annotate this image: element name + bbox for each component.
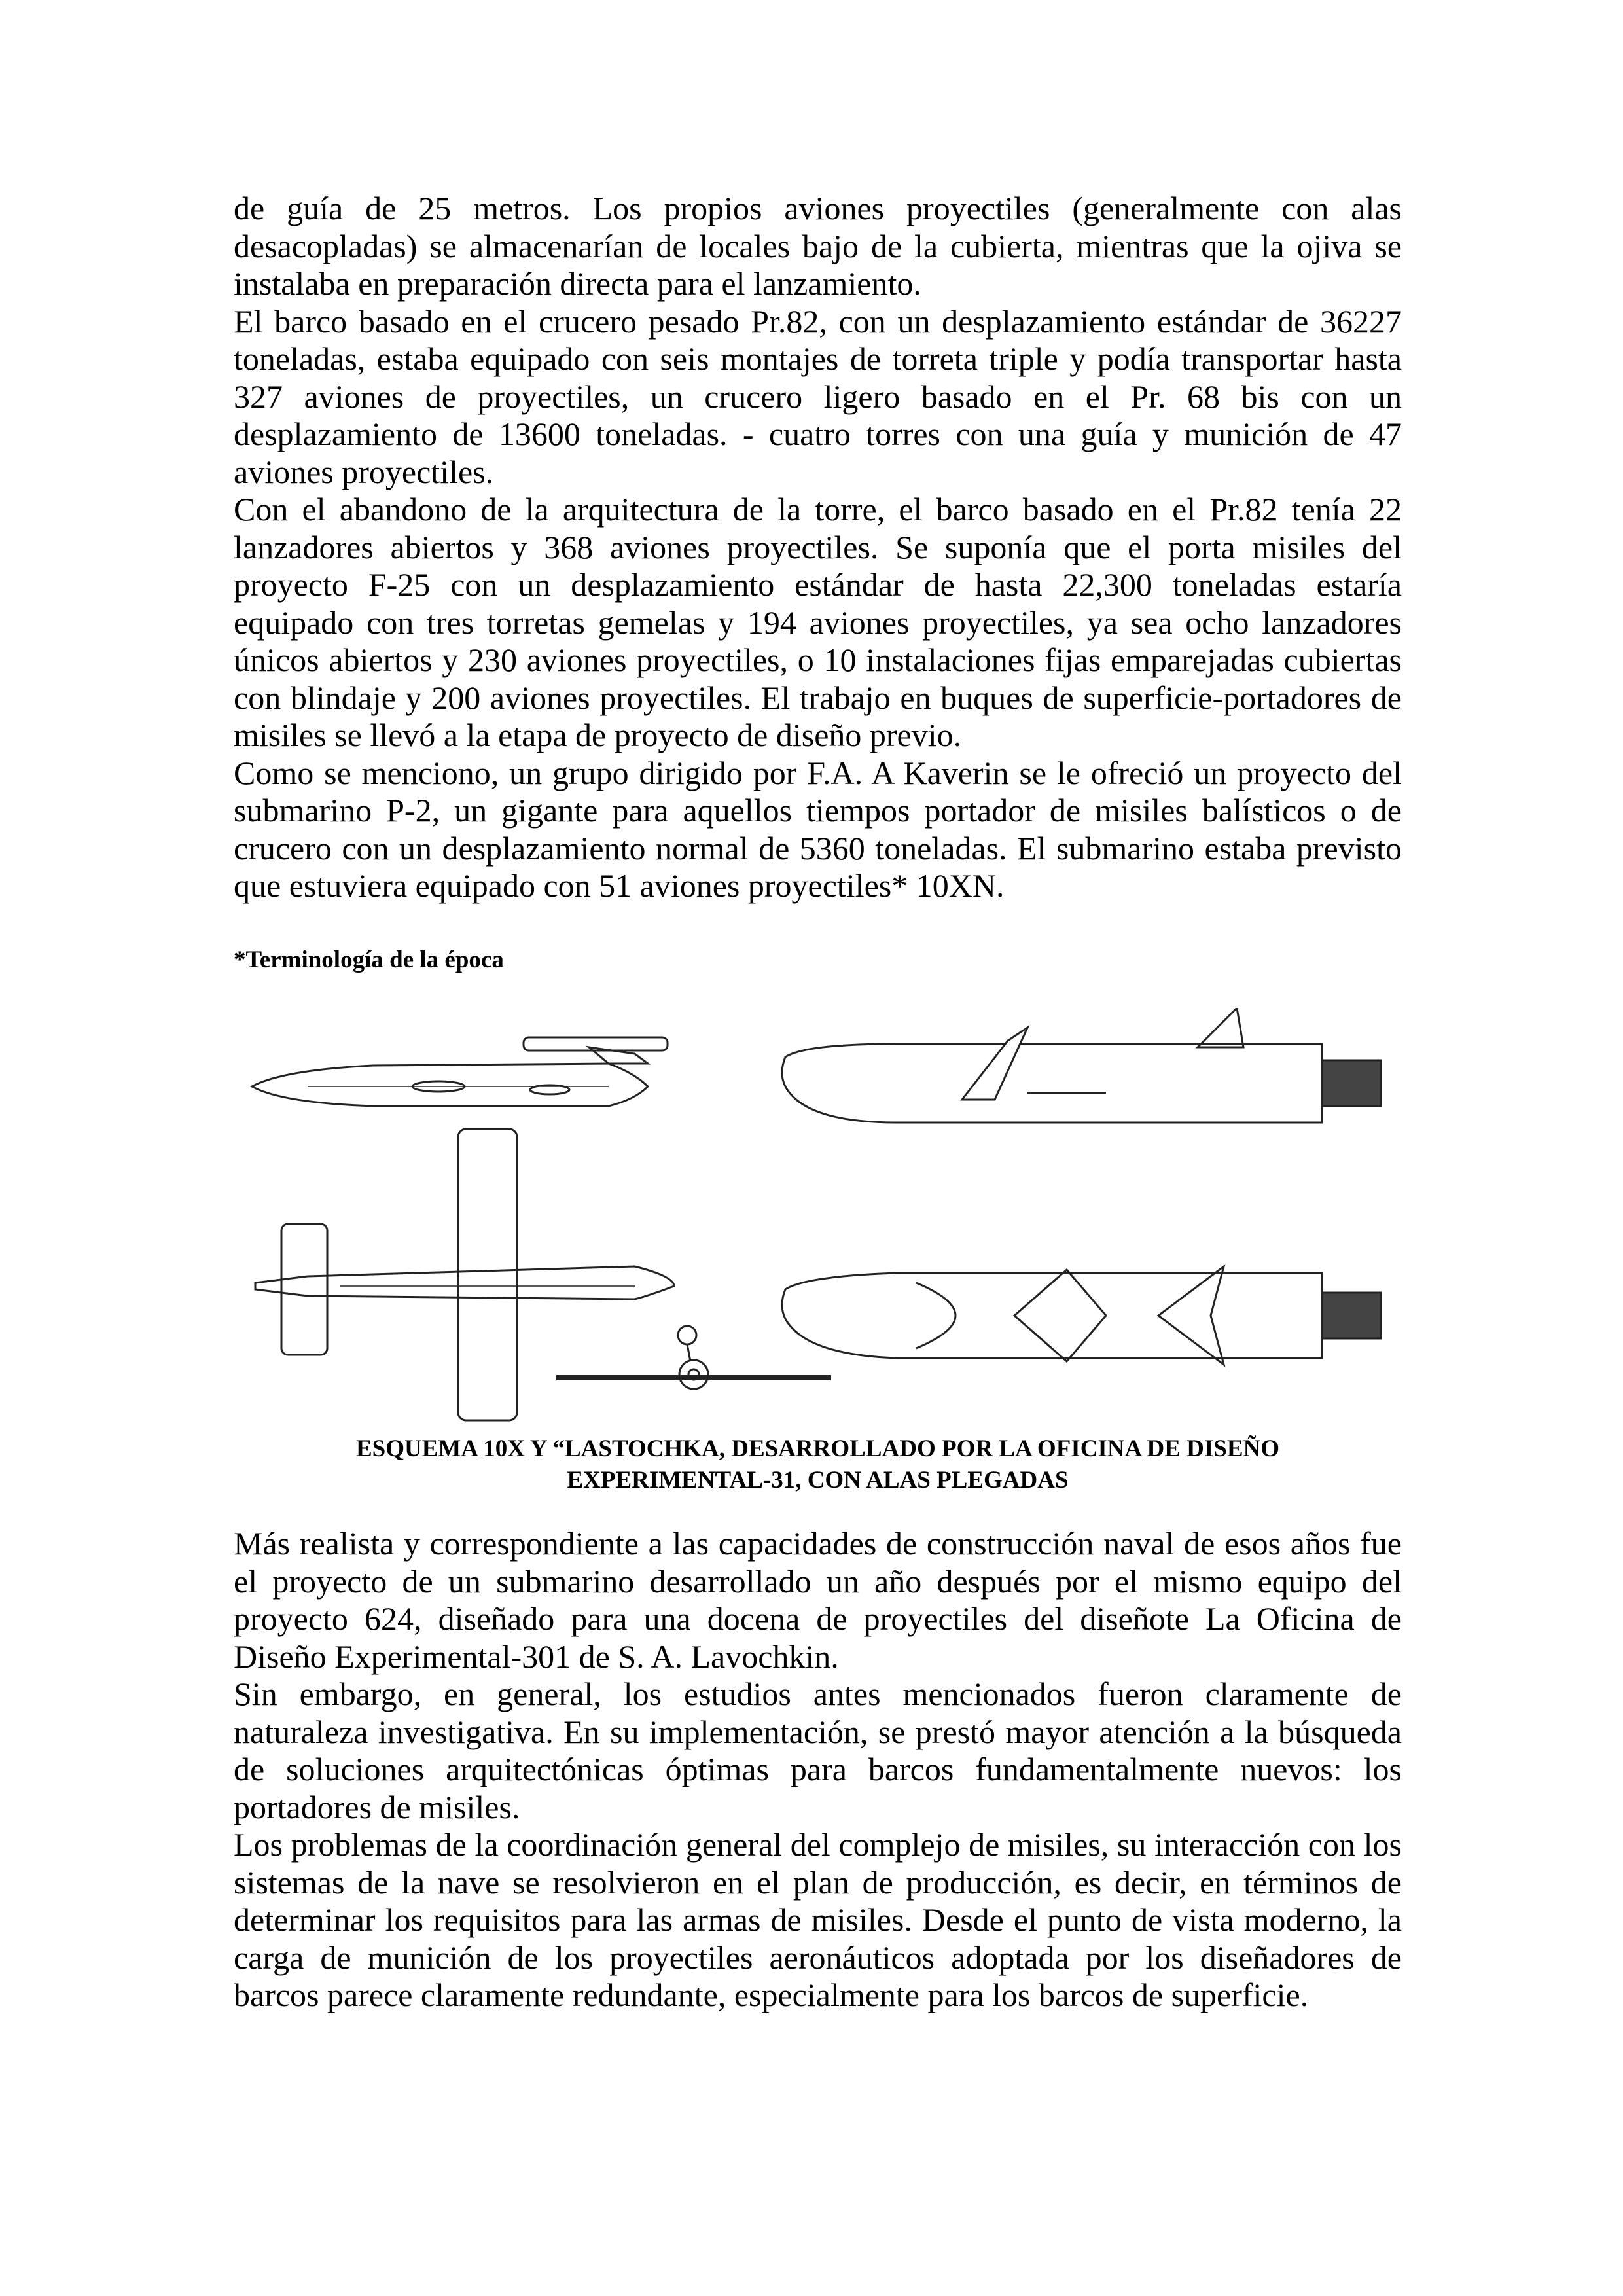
- caption-line: ESQUEMA 10X Y “LASTOCHKA, DESARROLLADO POR LA OFICINA DE DISEÑO: [355, 1435, 1280, 1462]
- paragraph: El barco basado en el crucero pesado Pr.82, con un desplazamiento estándar de 36227 toneladas, estaba equipado con seis montajes de torreta triple y podía transportar hasta 327 aviones de proyectiles, un crucero ligero basado en el Pr. 68 bis con un desplazamiento de 13600 toneladas. - cuatro torres con una guía y munición de 47 aviones proyectiles.: [234, 302, 1402, 490]
- missile-front-view: [556, 1326, 831, 1389]
- paragraph: Sin embargo, en general, los estudios antes mencionados fueron claramente de naturaleza investigativa. En su implementación, se prestó mayor atención a la búsqueda de soluciones arquitectónicas óptimas para barcos fundamentalmente nuevos: los portadores de misiles.: [234, 1676, 1402, 1825]
- caption-line: EXPERIMENTAL-31, CON ALAS PLEGADAS: [567, 1467, 1069, 1494]
- body-text-top: [234, 190, 1402, 905]
- missile-folded-wings-top: [782, 1008, 1381, 1122]
- paragraph: Más realista y correspondiente a las capacidades de construcción naval de esos años fue el proyecto de un submarino desarrollado un año después por el mismo equipo del proyecto 624, diseñado para una docena de proyectiles del diseñote La Oficina de Diseño Experimental-301 de S. A. Lavochkin.: [234, 1525, 1402, 1675]
- paragraph: Con el abandono de la arquitectura de la torre, el barco basado en el Pr.82 tenía 22 lanzadores abiertos y 368 aviones proyectiles. Se suponía que el porta misiles del proyecto F-25 con un desplazamiento estándar de hasta 22,300 toneladas estaría equipado con tres torretas gemelas y 194 aviones proyectiles, ya sea ocho lanzadores únicos abiertos y 230 aviones proyectiles, o 10 instalaciones fijas emparejadas cubiertas con blindaje y 200 aviones proyectiles. El trabajo en buques de superficie-portadores de misiles se llevó a la etapa de proyecto de diseño previo.: [234, 491, 1402, 753]
- missile-schematic-figure: [242, 1008, 1394, 1427]
- paragraph: de guía de 25 metros. Los propios aviones proyectiles (generalmente con alas desacopladas) se almacenarían de locales bajo de la cubierta, mientras que la ojiva se instalaba en preparación directa para el lanzamiento.: [234, 190, 1402, 302]
- footnote: *Terminología de la época: [234, 946, 504, 973]
- paragraph: Como se menciono, un grupo dirigido por F.A. A Kaverin se le ofreció un proyecto del submarino P-2, un gigante para aquellos tiempos portador de misiles balísticos o de crucero con un desplazamiento normal de 5360 toneladas. El submarino estaba previsto que estuviera equipado con 51 aviones proyectiles* 10XN.: [234, 754, 1402, 904]
- missile-side-view-left: [252, 1037, 668, 1106]
- body-text-bottom: [234, 1525, 1402, 2015]
- figure-caption: [234, 1433, 1402, 1496]
- paragraph: Los problemas de la coordinación general del complejo de misiles, su interacción con los sistemas de la nave se resolvieron en el plan de producción, es decir, en términos de determinar los requisitos para las armas de misiles. Desde el punto de vista moderno, la carga de munición de los proyectiles aeronáuticos adoptada por los diseñadores de barcos parece claramente redundante, especialmente para los barcos de superficie.: [234, 1826, 1402, 2013]
- missile-folded-wings-side: [782, 1266, 1381, 1365]
